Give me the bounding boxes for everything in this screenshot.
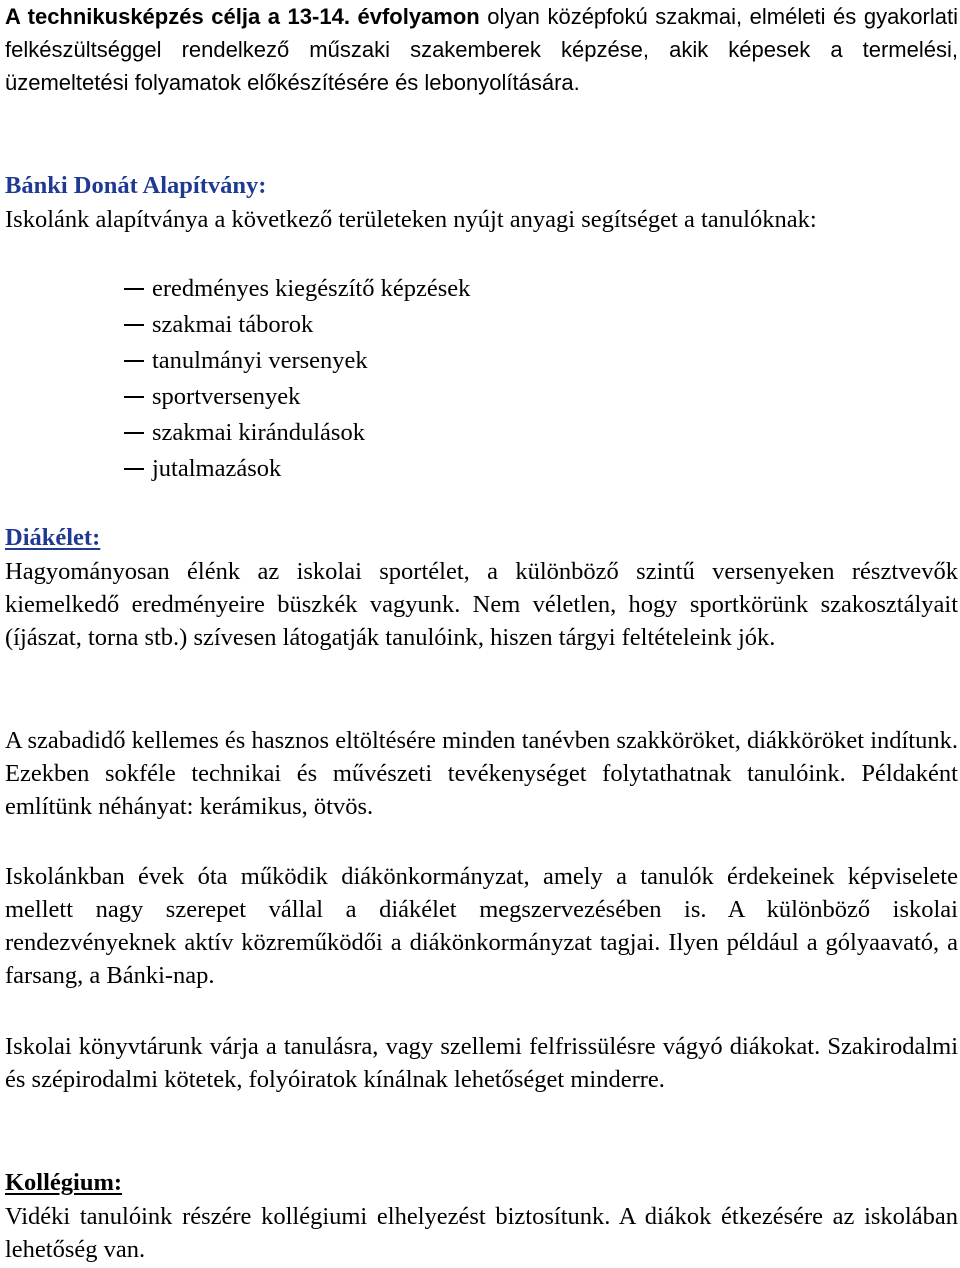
- student-life-paragraph-sports: Hagyományosan élénk az iskolai sportélet, a különböző szintű versenyeken résztvevők kiemelkedő eredményeire büszkék vagyunk. Nem véletlen, hogy sportkörünk szakosztályait (íjászat, torna stb.) szívesen látogatják tanulóink, hiszen tárgyi feltételeink jók.: [5, 558, 958, 651]
- list-item: eredményes kiegészítő képzések: [5, 271, 958, 307]
- dash-bullet-icon: [124, 288, 144, 290]
- intro-bold-lead: A technikusképzés célja a 13-14. évfolyamon: [5, 4, 480, 29]
- dash-bullet-icon: [124, 468, 144, 470]
- dash-bullet-icon: [124, 396, 144, 398]
- list-item: sportversenyek: [5, 379, 958, 415]
- dash-bullet-icon: [124, 432, 144, 434]
- list-item: szakmai kirándulások: [5, 415, 958, 451]
- list-item: szakmai táborok: [5, 307, 958, 343]
- student-life-paragraph-library: Iskolai könyvtárunk várja a tanulásra, vagy szellemi felfrissülésre vágyó diákokat. Szakirodalmi és szépirodalmi kötetek, folyóiratok kínálnak lehetőséget minderre.: [5, 1033, 958, 1093]
- dormitory-heading: Kollégium:: [5, 1169, 123, 1196]
- intro-paragraph: [5, 0, 958, 99]
- dormitory-paragraph: Vidéki tanulóink részére kollégiumi elhelyezést biztosítunk. A diákok étkezésére az iskolában lehetőség van.: [5, 1203, 958, 1263]
- foundation-intro: Iskolánk alapítványa a következő területeken nyújt anyagi segítséget a tanulóknak:: [5, 206, 817, 233]
- student-life-paragraph-council: Iskolánkban évek óta működik diákönkormányzat, amely a tanulók érdekeinek képviselete mellett nagy szerepet vállal a diákélet megszervezésében is. A különböző iskolai rendezvényeknek aktív közreműködői a diákönkormányzat tagjai. Ilyen például a gólyaavató, a farsang, a Bánki-nap.: [5, 863, 958, 989]
- list-item: jutalmazások: [5, 451, 958, 487]
- list-item: tanulmányi versenyek: [5, 343, 958, 379]
- dash-bullet-icon: [124, 324, 144, 326]
- student-life-heading: Diákélet:: [5, 524, 101, 551]
- foundation-support-list: [5, 271, 958, 487]
- intro-text: olyan középfokú szakmai, elméleti és gyakorlati felkészültséggel rendelkező műszaki szakemberek képzése, akik képesek a termelési, üzemeltetési folyamatok előkészítésére és lebonyolítására.: [5, 4, 958, 95]
- foundation-heading: Bánki Donát Alapítvány:: [5, 172, 267, 199]
- student-life-paragraph-clubs: A szabadidő kellemes és hasznos eltöltésére minden tanévben szakköröket, diákköröket indítunk. Ezekben sokféle technikai és művészeti tevékenységet folytathatnak tanulóink. Példaként említünk néhányat: kerámikus, ötvös.: [5, 727, 958, 820]
- dash-bullet-icon: [124, 360, 144, 362]
